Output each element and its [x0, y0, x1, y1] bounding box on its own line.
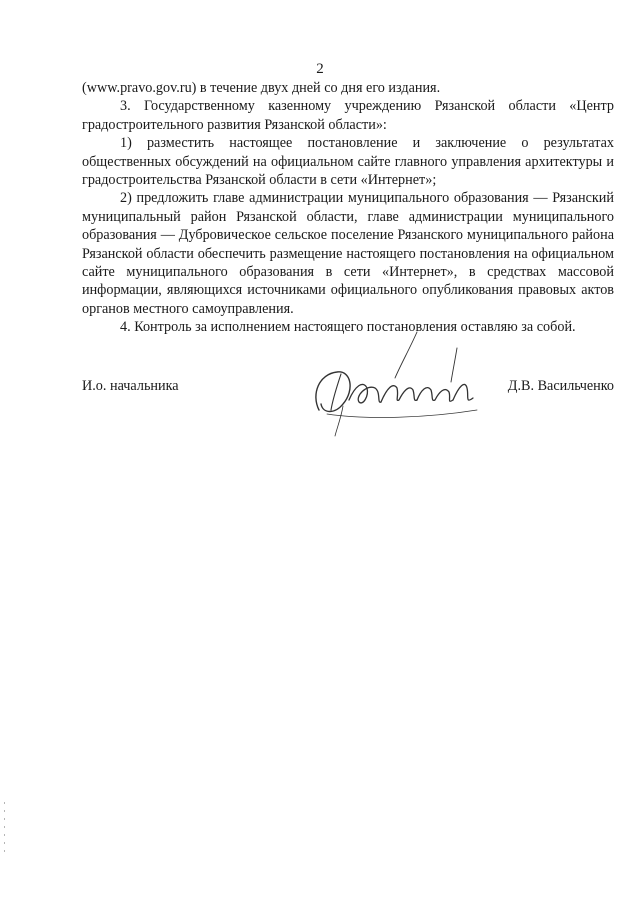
scan-margin-marks [3, 800, 7, 860]
signature-block [82, 330, 614, 440]
page-number: 2 [316, 61, 324, 77]
signatory-title: И.о. начальника [82, 378, 179, 394]
handwritten-signature [297, 330, 497, 440]
signatory-name: Д.В. Васильченко [507, 378, 614, 394]
paragraph-subitem-1: 1) разместить настоящее постановление и заключение о результатах общественных обсуждений на официальном сайте главного управления архитектуры и градостроительства Рязанской области в сети «Интернет»; [82, 135, 614, 189]
paragraph-item-4: 4. Контроль за исполнением настоящего постановления оставляю за собой. [120, 319, 576, 336]
paragraph-subitem-2: 2) предложить главе администрации муниципального образования — Рязанский муниципальный район Рязанской области, главе администрации муниципального образования — Дубровическое сельское поселение Рязанского муниципального района Рязанской области обеспечить размещение настоящего постановления на официальном сайте муниципального образования в сети «Интернет», в средствах массовой информации, являющихся источниками официального опубликования правовых актов органов местного самоуправления. [82, 190, 614, 317]
paragraph-item-3: 3. Государственному казенному учреждению Рязанской области «Центр градостроительного развития Рязанской области»: [82, 98, 614, 133]
paragraph-continuation: (www.pravo.gov.ru) в течение двух дней со дня его издания. [82, 80, 441, 96]
document-body [82, 79, 614, 337]
